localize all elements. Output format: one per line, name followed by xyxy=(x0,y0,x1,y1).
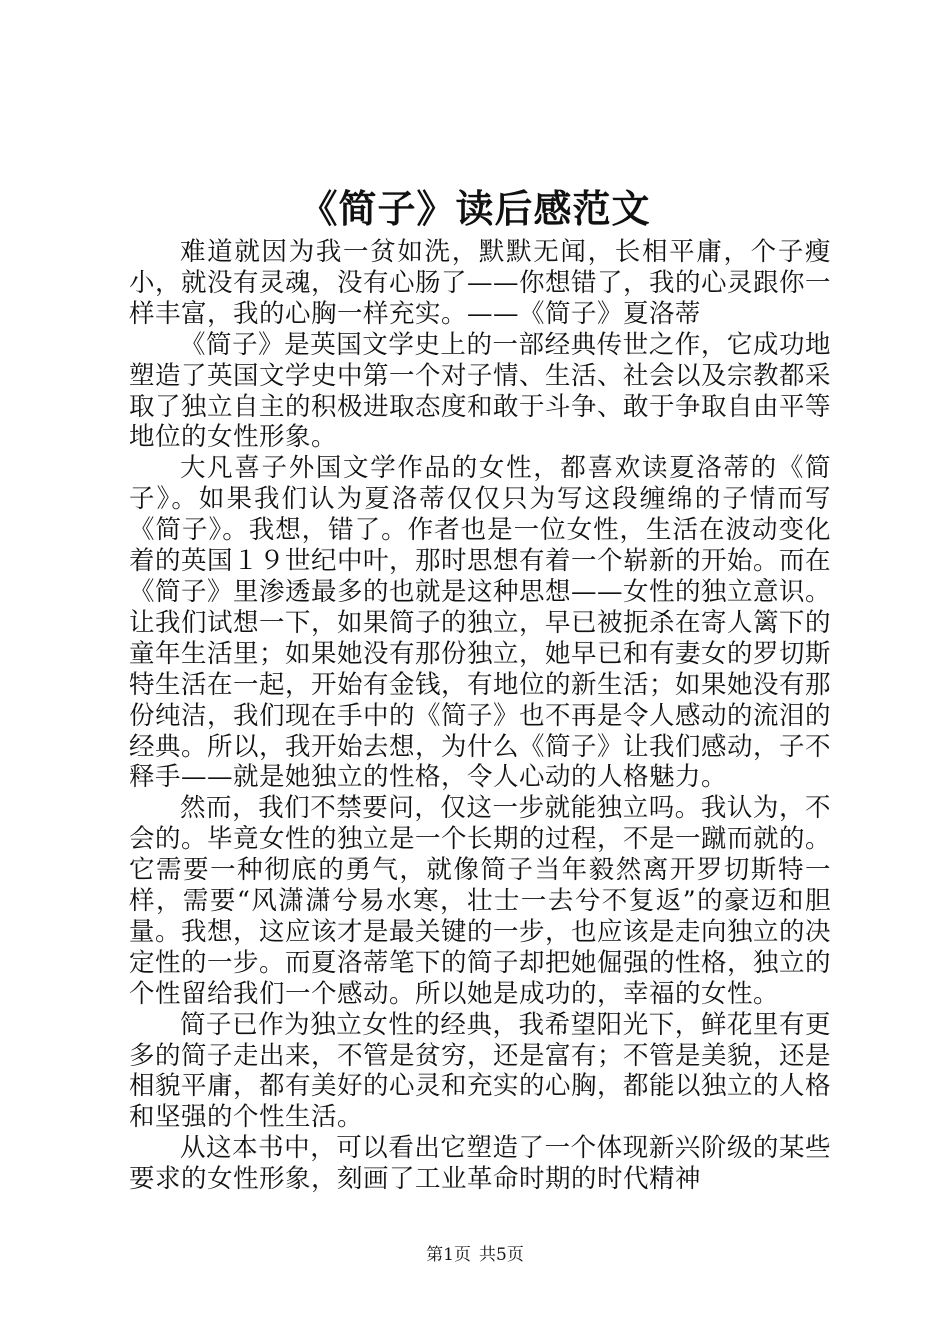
page-number: 第1页 xyxy=(426,1245,471,1265)
paragraph-6: 从这本书中，可以看出它塑造了一个体现新兴阶级的某些要求的女性形象，刻画了工业革命时期的时代精神 xyxy=(129,1133,831,1195)
paragraph-1: 难道就因为我一贫如洗，默默无闻，长相平庸，个子瘦小，就没有灵魂，没有心肠了——你想错了，我的心灵跟你一样丰富，我的心胸一样充实。——《简子》夏洛蒂 xyxy=(129,237,832,329)
paragraph-4: 然而，我们不禁要问，仅这一步就能独立吗。我认为，不会的。毕竟女性的独立是一个长期的过程，不是一蹴而就的。它需要一种彻底的勇气，就像简子当年毅然离开罗切斯特一样，需要“风潇潇兮易水寒，壮士一去兮不复返”的豪迈和胆量。我想，这应该才是最关键的一步，也应该是走向独立的决定性的一步。而夏洛蒂笔下的简子却把她倔强的性格，独立的个性留给我们一个感动。所以她是成功的，幸福的女性。 xyxy=(129,793,832,1009)
paragraph-2: 《简子》是英国文学史上的一部经典传世之作，它成功地塑造了英国文学史中第一个对子情、生活、社会以及宗教都采取了独立自主的积极进取态度和敢于斗争、敢于争取自由平等地位的女性形象。 xyxy=(129,329,832,453)
page-total: 共5页 xyxy=(479,1245,524,1265)
document-title: 《简子》读后感范文 xyxy=(299,186,651,231)
paragraph-5: 简子已作为独立女性的经典，我希望阳光下，鲜花里有更多的简子走出来，不管是贫穷，还是富有；不管是美貌，还是相貌平庸，都有美好的心灵和充实的心胸，都能以独立的人格和坚强的个性生活。 xyxy=(129,1009,832,1133)
paragraph-3: 大凡喜子外国文学作品的女性，都喜欢读夏洛蒂的《简子》。如果我们认为夏洛蒂仅仅只为写这段缠绵的子情而写《简子》。我想，错了。作者也是一位女性，生活在波动变化着的英国１９世纪中叶，那时思想有着一个崭新的开始。而在《简子》里渗透最多的也就是这种思想——女性的独立意识。让我们试想一下，如果简子的独立，早已被扼杀在寄人篱下的童年生活里；如果她没有那份独立，她早已和有妻女的罗切斯特生活在一起，开始有金钱，有地位的新生活；如果她没有那份纯洁，我们现在手中的《简子》也不再是令人感动的流泪的经典。所以，我开始去想，为什么《简子》让我们感动，子不释手——就是她独立的性格，令人心动的人格魅力。 xyxy=(129,453,832,793)
document-body xyxy=(129,237,831,1195)
page-footer xyxy=(0,1244,950,1266)
